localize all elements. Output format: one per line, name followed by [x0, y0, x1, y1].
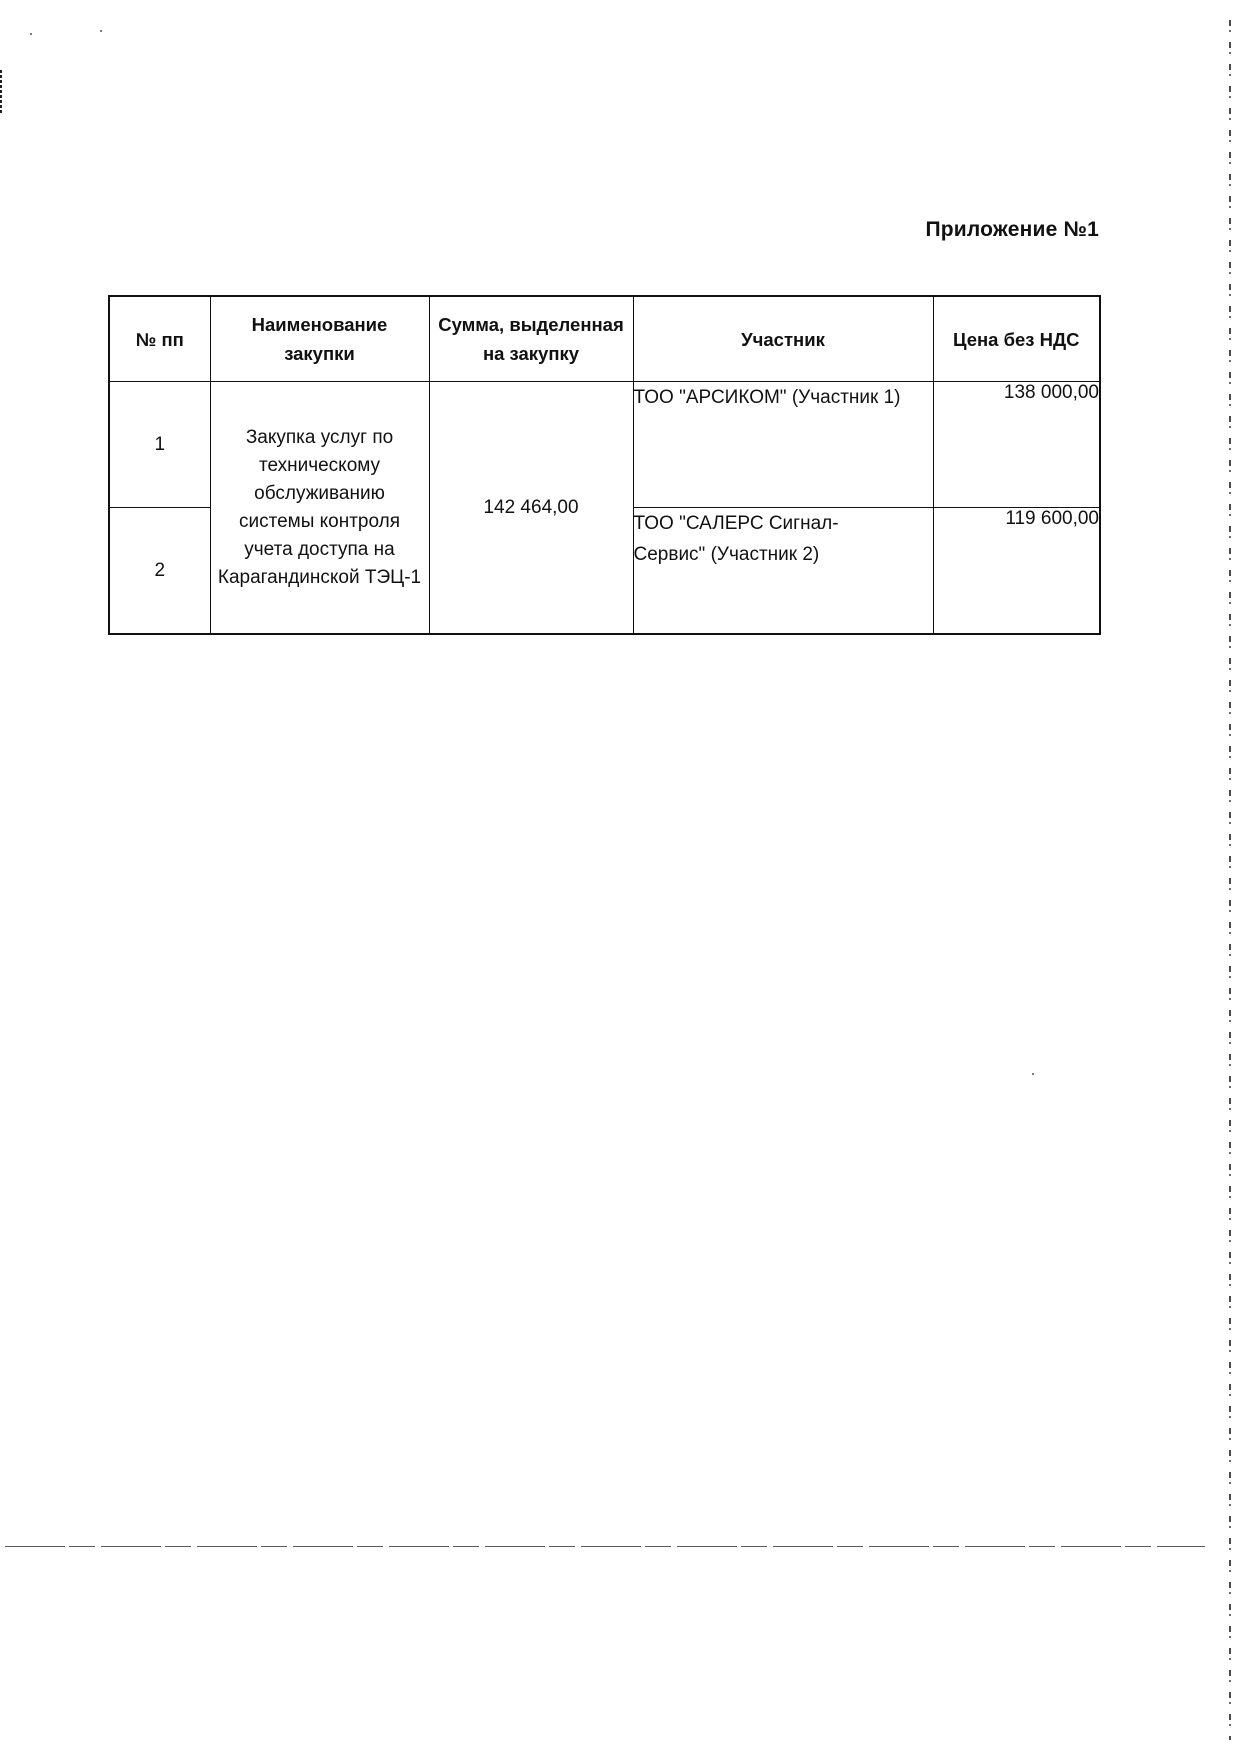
header-price: Цена без НДС: [933, 296, 1100, 382]
header-name: [210, 296, 429, 382]
header-num: № пп: [109, 296, 210, 382]
scan-artifact-left: [0, 70, 2, 115]
table-row: [109, 382, 1100, 508]
row-num: 1: [109, 382, 210, 508]
participant-name: [633, 508, 933, 635]
procurement-name: Закупка услуг по техническому обслуживанию системы контроля учета доступа на Карагандинской ТЭЦ-1: [217, 426, 422, 588]
header-participant: Участник: [633, 296, 933, 382]
scan-speck: [30, 33, 32, 35]
appendix-title: Приложение №1: [925, 218, 1099, 241]
participant-price: 138 000,00: [933, 382, 1100, 508]
procurement-name-cell: [210, 382, 429, 635]
participant-name-text: ТОО "САЛЕРС Сигнал-Сервис" (Участник 2): [633, 513, 839, 565]
header-name-text: Наименование закупки: [251, 314, 388, 364]
participant-price: 119 600,00: [933, 508, 1100, 635]
table-header-row: [109, 296, 1100, 382]
scan-speck: [1032, 1073, 1034, 1075]
scan-speck: [100, 30, 102, 32]
header-sum: [429, 296, 633, 382]
scan-artifact-line: [5, 1546, 1205, 1547]
allocated-sum: 142 464,00: [429, 382, 633, 635]
row-num: 2: [109, 508, 210, 635]
bids-table: [108, 295, 1101, 635]
header-sum-text: Сумма, выделенная на закупку: [438, 314, 624, 364]
participant-name: ТОО "АРСИКОМ" (Участник 1): [633, 382, 933, 508]
scan-artifact-right: [1229, 20, 1231, 1740]
